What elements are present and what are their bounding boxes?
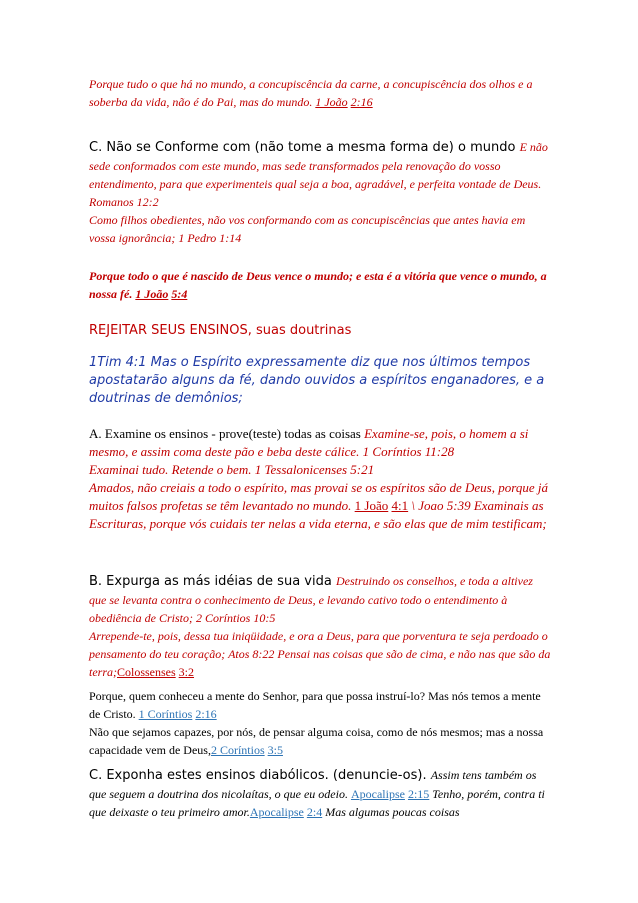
verse-1-tim-4-1: 1Tim 4:1 Mas o Espírito expressamente diz que nos últimos tempos apostatarão alguns da fé, dando ouvidos a espíritos enganadores, e a doutrinas de demônios; [89,355,545,406]
verse-1-pedro-1-14: Como filhos obedientes, não vos conformando com as concupiscências que antes havia em vossa ignorância; 1 Pedro 1:14 [89,213,526,245]
ref-chapter-link[interactable]: 3:2 [178,665,195,679]
section-heading: B. Expurga as más idéias de sua vida [89,574,336,589]
ref2-book-link[interactable]: Apocalipse [249,805,304,819]
ref-book-link[interactable]: 1 João [135,287,169,301]
verse-romanos-12-2: E não sede conformados com este mundo, mas sede transformados pela renovação do vosso entendimento, para que experimenteis qual seja a boa, agradável, e perfeita vontade de Deus. Romanos 12:2 [89,140,548,209]
rejeitar-heading: REJEITAR SEUS ENSINOS, suas doutrinas [89,323,352,338]
ref2-book-link[interactable]: 2 Coríntios [210,743,265,757]
ref-book-link[interactable]: 1 João [354,498,389,513]
ref1-chapter-link[interactable]: 2:15 [407,787,430,801]
verse-text: Porque todo o que é nascido de Deus vence o mundo; e esta é a vitória que vence o mundo, a nossa fé. [89,269,547,301]
paragraph-mente-de-cristo [89,687,551,759]
verse-primeiro-amor: Tenho, porém, contra ti que deixaste o teu primeiro amor. [89,787,545,819]
ref-chapter-link[interactable]: 4:1 [391,498,409,513]
line-2: Não que sejamos capazes, por nós, de pensar alguma coisa, como de nós mesmos; mas a nossa capacidade vem de Deus, [89,725,544,757]
ref-book-link[interactable]: Colossenses [117,665,176,679]
section-c-exponha [89,766,551,821]
ref-chapter-link[interactable]: 5:4 [171,287,188,301]
verse-joao-5-39: \ Joao 5:39 Examinais as Escrituras, porque vós cuidais ter nelas a vida eterna, e são elas que de mim testificam; [89,498,547,531]
verse-amados: Amados, não creiais a todo o espírito, mas provai se os espíritos são de Deus, porque já muitos falsos profetas se têm levantado no mundo. [89,480,548,513]
ref2-chapter-link[interactable]: 2:4 [306,805,323,819]
ref1-book-link[interactable]: Apocalipse [350,787,405,801]
ref-book-link[interactable]: 1 João [315,95,348,109]
section-heading: C. Não se Conforme com (não tome a mesma forma de) o mundo [89,140,520,155]
verse-1-joao-5-4 [89,267,551,303]
section-a-examine [89,425,551,533]
verse-1-joao-2-16 [89,75,551,111]
verse-nicolaitas: Assim tens também os que seguem a doutrina dos nicolaítas, o que eu odeio. [89,768,537,801]
ref2-chapter-link[interactable]: 3:5 [267,743,283,757]
verse-2-corintios-10-5: Destruindo os conselhos, e toda a altivez que se levanta contra o conhecimento de Deus, e levando cativo todo o entendimento à obediência de Cristo; 2 Coríntios 10:5 [89,574,533,625]
ref1-book-link[interactable]: 1 Coríntios [138,707,193,721]
verse-1-corintios-11-28: Examine-se, pois, o homem a si mesmo, e assim coma deste pão e beba deste cálice. 1 Coríntios 11:28 [89,426,529,459]
verse-poucas-coisas: Mas algumas poucas coisas [322,805,460,819]
section-b-expurga [89,572,551,681]
verse-atos-8-22: Arrepende-te, pois, dessa tua iniqüidade, e ora a Deus, para que porventura te seja perdoado o pensamento do teu coração; Atos 8:22 Pensai nas coisas que são de cima, e não nas que são da terra; [89,629,551,679]
verse-text: Porque tudo o que há no mundo, a concupiscência da carne, a concupiscência dos olhos e a soberba da vida, não é do Pai, mas do mundo. [89,77,533,109]
line-1: Porque, quem conheceu a mente do Senhor, para que possa instruí-lo? Mas nós temos a mente de Cristo. [89,689,541,721]
ref1-chapter-link[interactable]: 2:16 [195,707,217,721]
section-c-nao-se-conforme [89,138,551,247]
section-heading: C. Exponha estes ensinos diabólicos. (denuncie-os). [89,768,431,783]
ref-chapter-link[interactable]: 2:16 [350,95,373,109]
section-heading: A. Examine os ensinos - prove(teste) todas as coisas [89,426,365,441]
verse-1-tessalonicenses-5-21: Examinai tudo. Retende o bem. 1 Tessalonicenses 5:21 [89,462,375,477]
